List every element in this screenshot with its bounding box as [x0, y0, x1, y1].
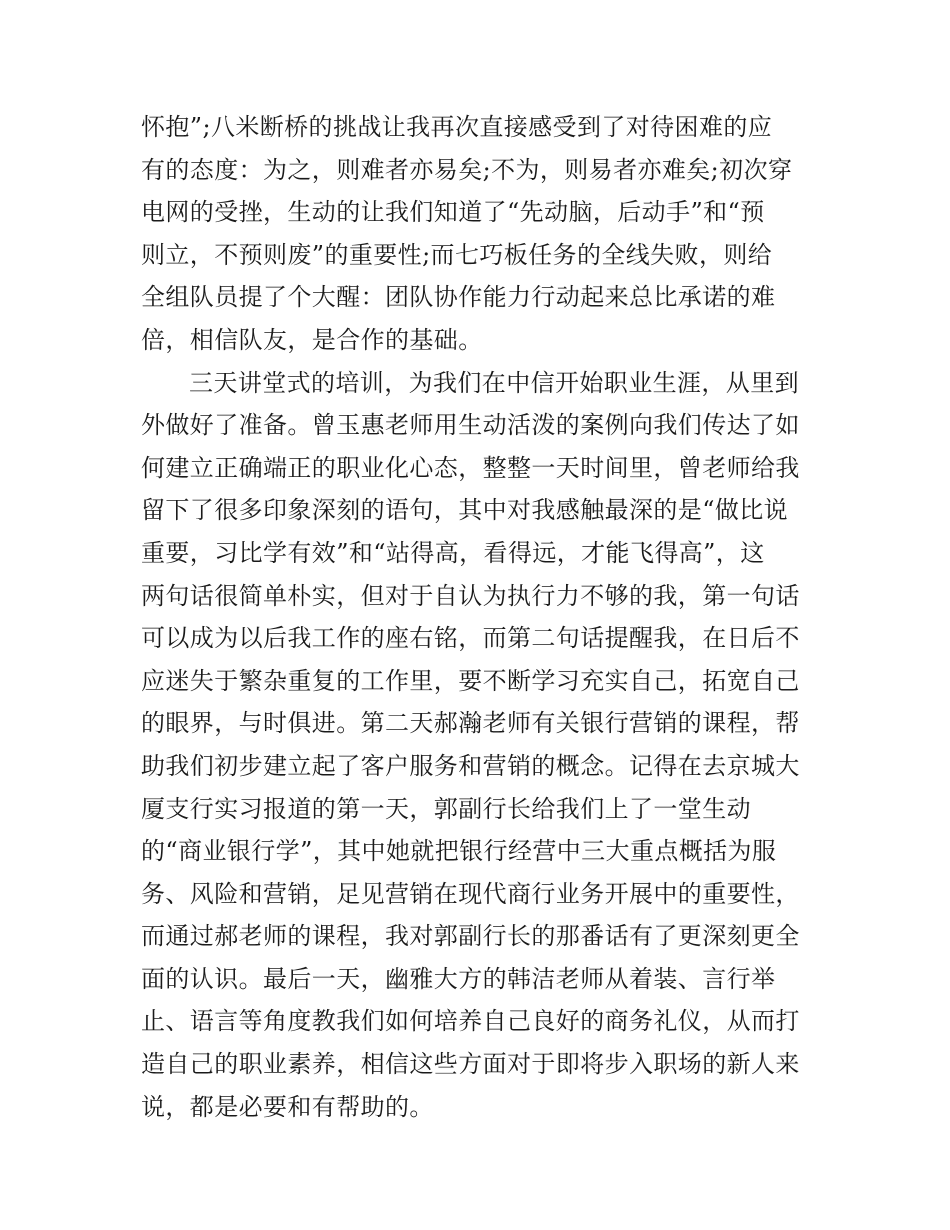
text-line: 怀抱”;八米断桥的挑战让我再次直接感受到了对待困难的应 [141, 113, 773, 141]
text-line: 厦支行实习报道的第一天，郭副行长给我们上了一堂生动 [141, 794, 751, 823]
text-line: 应迷失于繁杂重复的工作里，要不断学习充实自己，拓宽自己 [141, 666, 800, 695]
body-text [141, 106, 821, 1128]
text-line: 何建立正确端正的职业化心态，整整一天时间里，曾老师给我 [141, 453, 800, 482]
text-line: 重要，习比学有效”和“站得高，看得远，才能飞得高”，这 [141, 538, 765, 567]
text-line: 面的认识。最后一天，幽雅大方的韩洁老师从着装、言行举 [141, 964, 776, 993]
text-line: 说，都是必要和有帮助的。 [141, 1092, 434, 1121]
text-line: 倍，相信队友，是合作的基础。 [141, 325, 483, 354]
paragraph [141, 106, 821, 362]
text-line: 外做好了准备。曾玉惠老师用生动活泼的案例向我们传达了如 [141, 411, 800, 440]
text-line: 可以成为以后我工作的座右铭，而第二句话提醒我，在日后不 [141, 624, 800, 653]
text-line: 助我们初步建立起了客户服务和营销的概念。记得在去京城大 [141, 751, 800, 780]
text-line: 止、语言等角度教我们如何培养自己良好的商务礼仪，从而打 [141, 1007, 800, 1036]
text-line: 两句话很简单朴实，但对于自认为执行力不够的我，第一句话 [141, 581, 800, 610]
text-line: 全组队员提了个大醒：团队协作能力行动起来总比承诺的难 [141, 283, 776, 312]
text-line: 造自己的职业素养，相信这些方面对于即将步入职场的新人来 [141, 1050, 800, 1079]
text-line: 则立，不预则废”的重要性;而七巧板任务的全线失败，则给 [141, 240, 773, 269]
text-line: 三天讲堂式的培训，为我们在中信开始职业生涯，从里到 [189, 368, 799, 397]
text-line: 电网的受挫，生动的让我们知道了“先动脑，后动手”和“预 [141, 198, 765, 227]
text-line: 的眼界，与时俱进。第二天郝瀚老师有关银行营销的课程，帮 [141, 709, 800, 738]
text-line: 务、风险和营销，足见营销在现代商行业务开展中的重要性， [141, 879, 800, 908]
paragraph [141, 362, 821, 1129]
text-line: 而通过郝老师的课程，我对郭副行长的那番话有了更深刻更全 [141, 922, 800, 951]
text-line: 留下了很多印象深刻的语句，其中对我感触最深的是“做比说 [141, 496, 789, 525]
text-line: 有的态度：为之，则难者亦易矣;不为，则易者亦难矣;初次穿 [141, 155, 793, 184]
text-line: 的“商业银行学”，其中她就把银行经营中三大重点概括为服 [141, 837, 777, 866]
